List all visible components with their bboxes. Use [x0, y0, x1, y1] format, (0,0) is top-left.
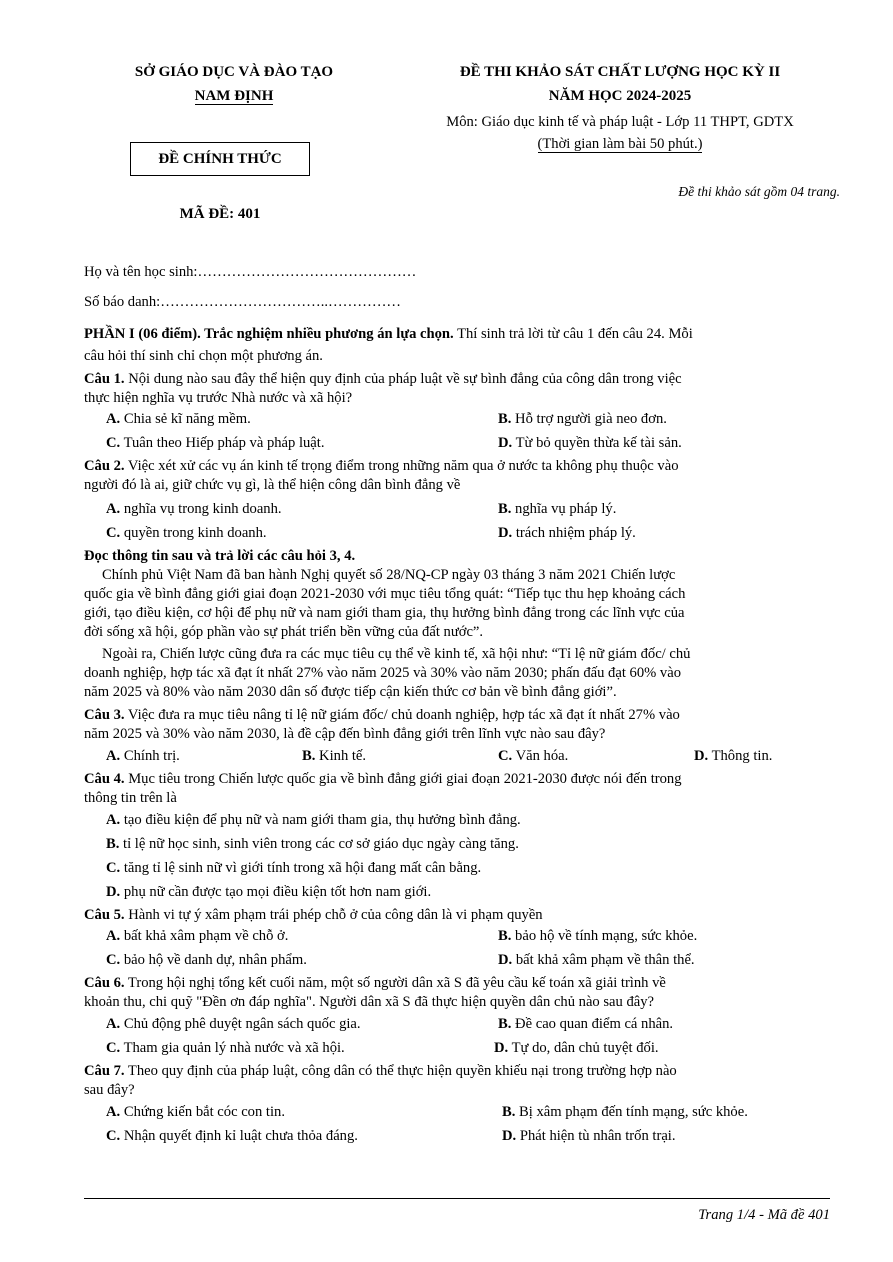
student-id-field: Số báo danh:……………………………..…………… — [84, 294, 402, 310]
option-text: tăng tỉ lệ sinh nữ vì giới tính trong xã hội đang mất cân bằng. — [123, 860, 482, 876]
question-number: Câu 2. — [84, 458, 125, 474]
option-label: A. — [106, 1104, 121, 1120]
q1-option-d[interactable] — [498, 434, 682, 452]
time-line — [380, 136, 860, 153]
question-number: Câu 5. — [84, 907, 125, 923]
option-text: Tự do, dân chủ tuyệt đối. — [511, 1040, 659, 1056]
q6-option-b[interactable] — [498, 1015, 673, 1033]
option-text: Chủ động phê duyệt ngân sách quốc gia. — [123, 1016, 361, 1032]
option-text: Thông tin. — [711, 748, 773, 764]
pages-note: Đề thi khảo sát gồm 04 trang. — [678, 184, 840, 199]
option-text: bất khả xâm phạm về chỗ ở. — [123, 928, 289, 944]
question-number: Câu 6. — [84, 975, 125, 991]
question-6 — [84, 974, 666, 992]
q3-option-a[interactable] — [106, 747, 180, 765]
q5-option-c[interactable] — [106, 951, 307, 969]
q7-option-c[interactable] — [106, 1127, 358, 1145]
q5-option-d[interactable] — [498, 951, 695, 969]
question-1 — [84, 370, 682, 388]
option-label: B. — [502, 1104, 516, 1120]
question-text: Theo quy định của pháp luật, công dân có thể thực hiện quyền khiếu nại trong trường hợp nào — [124, 1063, 677, 1079]
question-2-line2: người đó là ai, giữ chức vụ gì, là thể hiện công dân bình đẳng về — [84, 477, 461, 493]
q2-option-d[interactable] — [498, 524, 636, 542]
option-label: D. — [694, 748, 709, 764]
question-5 — [84, 906, 543, 924]
q5-option-a[interactable] — [106, 927, 288, 945]
question-text: Việc đưa ra mục tiêu nâng tỉ lệ nữ giám đốc/ chủ doanh nghiệp, hợp tác xã đạt ít nhất 27% vào — [124, 707, 680, 723]
q3-option-b[interactable] — [302, 747, 366, 765]
q3-option-c[interactable] — [498, 747, 568, 765]
q7-option-b[interactable] — [502, 1103, 748, 1121]
option-text: Hỗ trợ người già neo đơn. — [515, 411, 667, 427]
option-text: Từ bỏ quyền thừa kế tài sản. — [515, 435, 682, 451]
question-text: Hành vi tự ý xâm phạm trái phép chỗ ở của công dân là vi phạm quyền — [124, 907, 543, 923]
official-exam-box: ĐỀ CHÍNH THỨC — [130, 142, 310, 176]
province-name-text: NAM ĐỊNH — [194, 88, 274, 104]
option-text: Phát hiện tù nhân trốn trại. — [519, 1128, 676, 1144]
reading-p2-line1: Ngoài ra, Chiến lược cũng đưa ra các mục tiêu cụ thể về kinh tế, xã hội như: “Tỉ lệ nữ giám đốc/ chủ — [102, 646, 691, 662]
question-4 — [84, 770, 682, 788]
option-label: B. — [498, 411, 512, 427]
q4-option-a[interactable] — [106, 811, 521, 829]
option-label: A. — [106, 812, 121, 828]
option-text: phụ nữ cần được tạo mọi điều kiện tốt hơn nam giới. — [123, 884, 432, 900]
footer-divider — [84, 1198, 830, 1199]
q1-option-c[interactable] — [106, 434, 325, 452]
question-number: Câu 3. — [84, 707, 125, 723]
option-label: B. — [106, 836, 120, 852]
reading-heading: Đọc thông tin sau và trả lời các câu hỏi 3, 4. — [84, 548, 356, 564]
q4-option-d[interactable] — [106, 883, 431, 901]
option-label: D. — [498, 525, 513, 541]
question-text: Nội dung nào sau đây thể hiện quy định của pháp luật về sự bình đẳng của công dân trong việc — [124, 371, 682, 387]
q1-option-a[interactable] — [106, 410, 251, 428]
option-label: B. — [498, 1016, 512, 1032]
option-text: Chia sẻ kĩ năng mềm. — [123, 411, 251, 427]
question-number: Câu 1. — [84, 371, 125, 387]
option-text: Chứng kiến bắt cóc con tin. — [123, 1104, 285, 1120]
option-label: C. — [498, 748, 513, 764]
question-7 — [84, 1062, 677, 1080]
option-label: A. — [106, 411, 121, 427]
question-3-line2: năm 2025 và 30% vào năm 2030, là đề cập đến bình đẳng giới trên lĩnh vực nào sau đây? — [84, 726, 606, 742]
option-text: bảo hộ về danh dự, nhân phẩm. — [123, 952, 307, 968]
option-text: Văn hóa. — [515, 748, 569, 764]
option-text: bảo hộ về tính mạng, sức khỏe. — [515, 928, 698, 944]
q2-option-b[interactable] — [498, 500, 616, 518]
q4-option-b[interactable] — [106, 835, 519, 853]
q2-option-a[interactable] — [106, 500, 282, 518]
department-name: SỞ GIÁO DỤC VÀ ĐÀO TẠO — [134, 64, 334, 80]
q4-option-c[interactable] — [106, 859, 481, 877]
exam-title: ĐỀ THI KHẢO SÁT CHẤT LƯỢNG HỌC KỲ II — [459, 64, 781, 80]
question-6-line2: khoản thu, chi quỹ "Đền ơn đáp nghĩa". Người dân xã S đã thực hiện quyền dân chủ nào sau đây? — [84, 994, 655, 1010]
reading-p2-line3: năm 2025 và 80% vào năm 2030 dân số được tiếp cận kiến thức cơ bản về bình đẳng giới”. — [84, 684, 617, 700]
q1-option-b[interactable] — [498, 410, 667, 428]
q6-option-a[interactable] — [106, 1015, 361, 1033]
option-label: C. — [106, 525, 121, 541]
question-number: Câu 4. — [84, 771, 125, 787]
q7-option-d[interactable] — [502, 1127, 676, 1145]
q3-option-d[interactable] — [694, 747, 772, 765]
option-text: bất khả xâm phạm về thân thể. — [515, 952, 695, 968]
reading-p1-line2: quốc gia về bình đẳng giới giai đoạn 2021-2030 với mục tiêu tổng quát: “Tiếp tục thu hẹp khoảng cách — [84, 586, 686, 602]
school-year: NĂM HỌC 2024-2025 — [548, 88, 692, 104]
exam-code: MÃ ĐỀ: 401 — [179, 206, 261, 222]
option-label: D. — [106, 884, 121, 900]
province-name — [84, 88, 384, 105]
option-label: C. — [106, 860, 121, 876]
option-label: C. — [106, 435, 121, 451]
option-text: tạo điều kiện để phụ nữ và nam giới tham gia, thụ hưởng bình đẳng. — [123, 812, 521, 828]
option-label: A. — [106, 928, 121, 944]
option-text: Chính trị. — [123, 748, 180, 764]
page-footer: Trang 1/4 - Mã đề 401 — [698, 1207, 830, 1223]
option-label: D. — [502, 1128, 517, 1144]
option-text: quyền trong kinh doanh. — [123, 525, 267, 541]
option-text: tỉ lệ nữ học sinh, sinh viên trong các cơ sở giáo dục ngày càng tăng. — [123, 836, 519, 852]
reading-p1-line4: đời sống xã hội, góp phần vào sự phát triển bền vững của đất nước”. — [84, 624, 484, 640]
option-label: C. — [106, 1128, 121, 1144]
part1-title: PHẦN I (06 điểm). Trắc nghiệm nhiều phương án lựa chọn. — [84, 326, 454, 342]
part1-title-rest: Thí sinh trả lời từ câu 1 đến câu 24. Mỗi — [453, 326, 693, 342]
q6-option-d[interactable] — [494, 1039, 659, 1057]
subject-line: Môn: Giáo dục kinh tế và pháp luật - Lớp 11 THPT, GDTX — [446, 114, 794, 130]
q6-option-c[interactable] — [106, 1039, 345, 1057]
option-label: D. — [498, 952, 513, 968]
option-label: B. — [302, 748, 316, 764]
option-text: Tuân theo Hiếp pháp và pháp luật. — [123, 435, 325, 451]
option-text: Tham gia quản lý nhà nước và xã hội. — [123, 1040, 345, 1056]
q2-option-c[interactable] — [106, 524, 267, 542]
student-name-field: Họ và tên học sinh:……………………………………… — [84, 264, 417, 280]
time-text: (Thời gian làm bài 50 phút.) — [537, 136, 703, 152]
reading-p2-line2: doanh nghiệp, hợp tác xã đạt ít nhất 27% vào năm 2025 và 30% vào năm 2030; phấn đấu đạt 60% vào — [84, 665, 681, 681]
part1-instructions-line2: câu hỏi thí sinh chỉ chọn một phương án. — [84, 348, 323, 364]
question-2 — [84, 457, 679, 475]
option-label: D. — [498, 435, 513, 451]
q5-option-b[interactable] — [498, 927, 697, 945]
question-number: Câu 7. — [84, 1063, 125, 1079]
option-text: Kinh tế. — [319, 748, 367, 764]
question-1-line2: thực hiện nghĩa vụ trước Nhà nước và xã hội? — [84, 390, 353, 406]
question-4-line2: thông tin trên là — [84, 790, 177, 806]
option-text: Bị xâm phạm đến tính mạng, sức khỏe. — [519, 1104, 748, 1120]
option-label: A. — [106, 501, 121, 517]
question-3 — [84, 706, 680, 724]
question-text: Việc xét xử các vụ án kinh tế trọng điểm trong những năm qua ở nước ta không phụ thuộc vào — [124, 458, 679, 474]
reading-p1-line3: giới, tạo điều kiện, cơ hội để phụ nữ và nam giới tham gia, thụ hưởng bình đẳng trong các lĩnh vực của — [84, 605, 685, 621]
reading-p1-line1: Chính phủ Việt Nam đã ban hành Nghị quyết số 28/NQ-CP ngày 03 tháng 3 năm 2021 Chiến lược — [102, 567, 676, 583]
option-label: B. — [498, 501, 512, 517]
option-text: nghĩa vụ trong kinh doanh. — [123, 501, 282, 517]
question-text: Mục tiêu trong Chiến lược quốc gia về bình đẳng giới giai đoạn 2021-2030 được nói đến trong — [124, 771, 682, 787]
option-text: trách nhiệm pháp lý. — [515, 525, 636, 541]
question-7-line2: sau đây? — [84, 1082, 135, 1098]
part1-instructions — [84, 325, 693, 343]
option-text: Đề cao quan điểm cá nhân. — [515, 1016, 674, 1032]
option-label: A. — [106, 748, 121, 764]
option-label: A. — [106, 1016, 121, 1032]
option-label: B. — [498, 928, 512, 944]
option-label: D. — [494, 1040, 509, 1056]
option-text: nghĩa vụ pháp lý. — [515, 501, 617, 517]
option-label: C. — [106, 952, 121, 968]
question-text: Trong hội nghị tổng kết cuối năm, một số người dân xã S đã yêu cầu kế toán xã giải trình về — [124, 975, 666, 991]
option-label: C. — [106, 1040, 121, 1056]
option-text: Nhận quyết định kỉ luật chưa thỏa đáng. — [123, 1128, 358, 1144]
q7-option-a[interactable] — [106, 1103, 285, 1121]
